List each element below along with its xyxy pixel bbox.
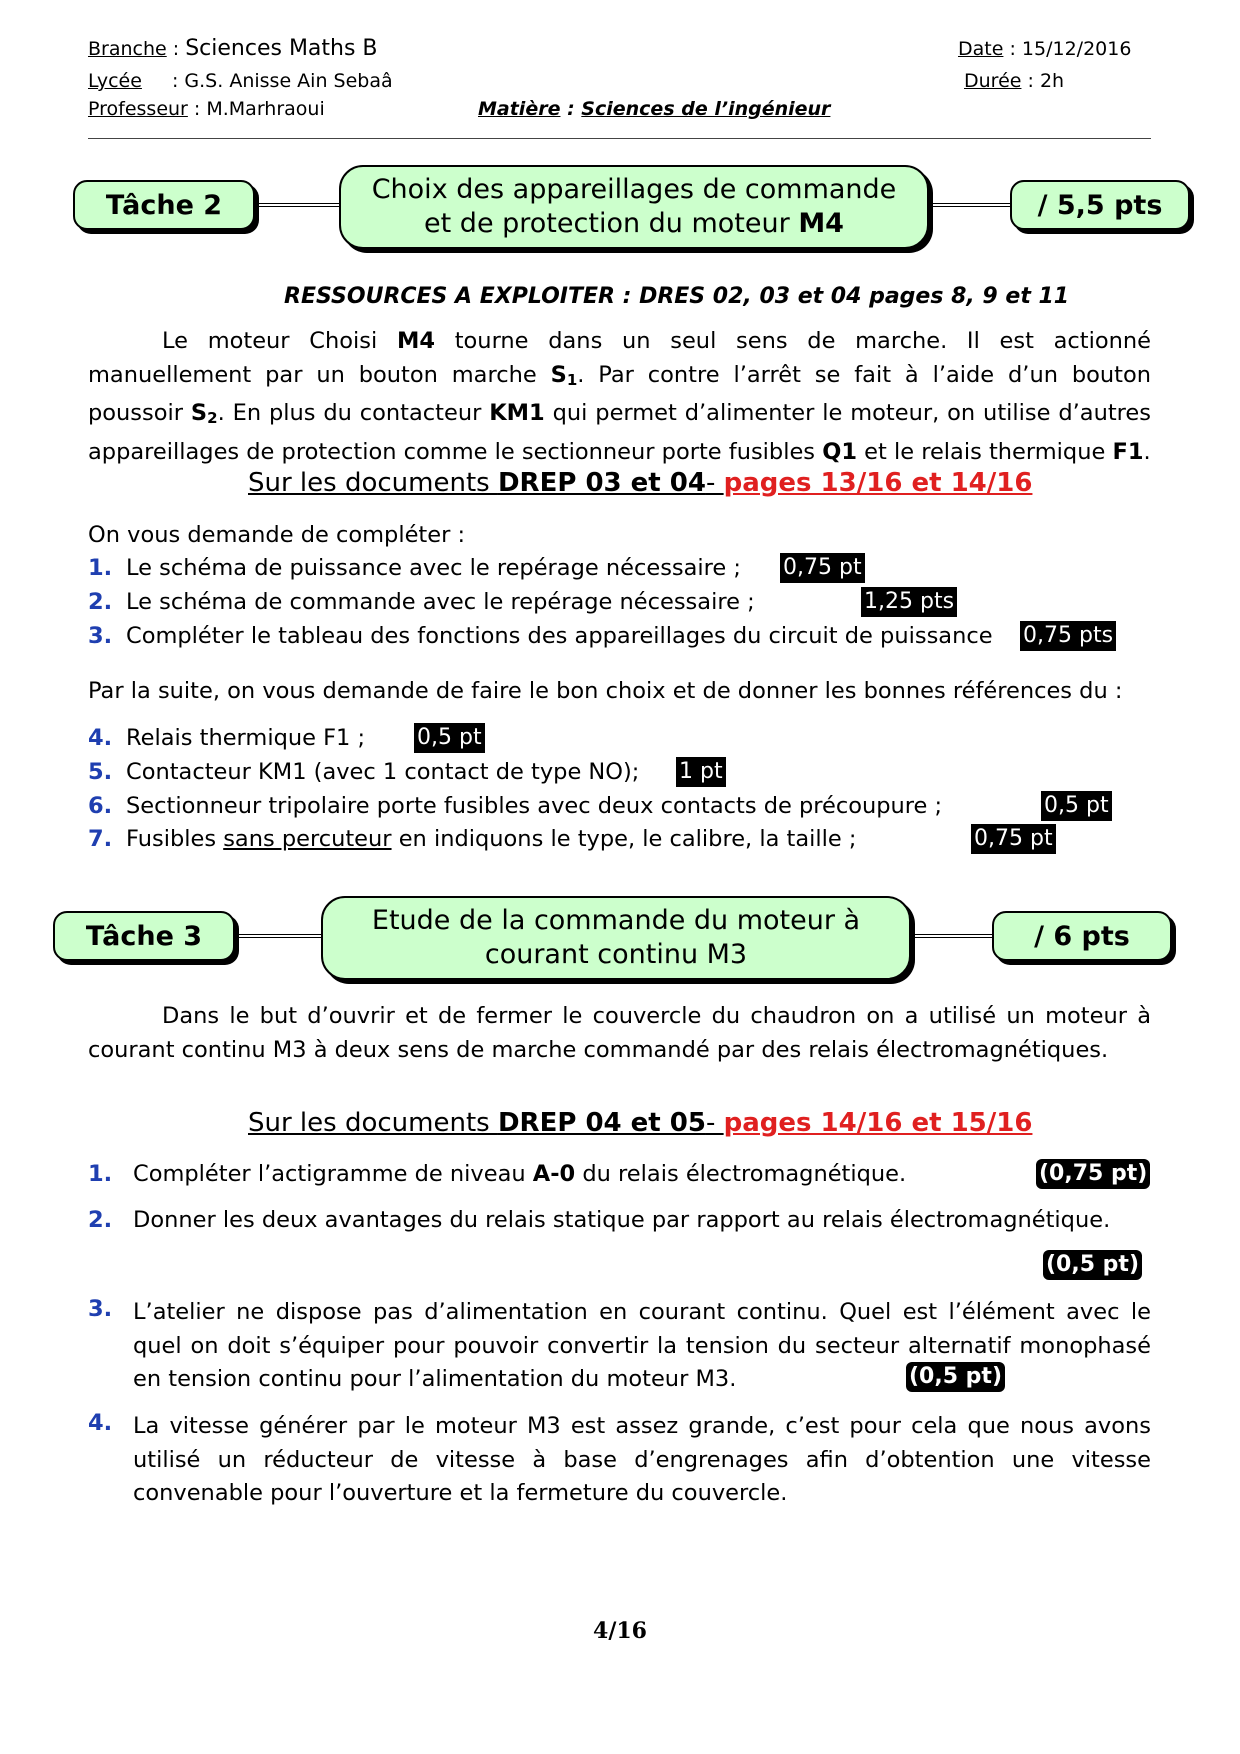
intro-f1: F1: [1112, 438, 1144, 465]
duree-row: Durée : 2h: [964, 70, 1065, 92]
intro-text: qui permet d’alimenter le moteur, on utilise d’autres appareillages de protection comme le sectionneur porte fusibles: [88, 400, 1151, 465]
list3-text-3-content: L’atelier ne dispose pas d’alimentation en courant continu. Quel est l’élément avec le quel on doit s’équiper pour pouvoir convertir la tension du secteur alternatif monophasé en tension continu pour l’alimentation du moteur M3.: [133, 1299, 1151, 1392]
list2-text-6: Sectionneur tripolaire porte fusibles avec deux contacts de précoupure ;: [126, 793, 943, 819]
task2-label: Tâche 2: [105, 189, 223, 221]
section2-heading: [248, 1108, 1032, 1138]
section2-prefix: Sur les documents: [248, 1108, 498, 1138]
intro-s1: S: [550, 361, 567, 388]
list1-text-3: Compléter le tableau des fonctions des appareillages du circuit de puissance: [126, 623, 993, 649]
task3-points-box: [992, 911, 1172, 961]
list3-text-1c: du relais électromagnétique.: [575, 1161, 907, 1187]
professeur-value: M.Marhraoui: [206, 98, 325, 120]
task3-intro-text: Dans le but d’ouvrir et de fermer le couvercle du chaudron on a utilisé un moteur à courant continu M3 à deux sens de marche commandé par des relais électromagnétiques.: [88, 1003, 1151, 1063]
task3-label: Tâche 3: [85, 920, 203, 952]
duree-label: Durée: [964, 70, 1022, 92]
section1-heading: [248, 468, 1032, 498]
intro-motor: M4: [396, 328, 435, 354]
task3-points: / 6 pts: [1034, 920, 1130, 952]
list2-text-5: Contacteur KM1 (avec 1 contact de type NO);: [126, 759, 640, 785]
list3-text-1b: A-0: [532, 1161, 576, 1187]
intro-text: tourne dans un seul sens de marche. Il est actionné manuellement par un bouton marche: [88, 328, 1151, 388]
intro-s2: S: [190, 400, 208, 426]
task2-points: / 5,5 pts: [1037, 189, 1163, 221]
duree-value: 2h: [1039, 70, 1065, 92]
section2-dash: -: [705, 1108, 724, 1138]
task3-title-box: [321, 896, 911, 980]
list2-text-7: [126, 826, 856, 852]
task2-connector-right: [932, 203, 1010, 207]
list3-num-2: 2.: [88, 1207, 113, 1233]
section2-docs: DREP 04 et 05: [497, 1108, 706, 1138]
task3-title-line1: Etude de la commande du moteur à: [371, 905, 861, 936]
section2-pages: pages 14/16 et 15/16: [723, 1108, 1033, 1138]
intro-text: et le relais thermique: [856, 438, 1113, 465]
date-row: Date : 15/12/2016: [958, 38, 1132, 60]
professeur-row: Professeur : M.Marhraoui: [88, 98, 325, 120]
list1-points-2: 1,25 pts: [861, 587, 957, 617]
list2-points-4: 0,5 pt: [414, 723, 485, 753]
task2-title-line2: et de protection du moteur: [424, 208, 799, 239]
list1-num-3: 3.: [88, 623, 113, 649]
lycee-label: Lycée: [88, 70, 142, 92]
list1-num-2: 2.: [88, 589, 113, 615]
list2-text-7b: en indiquons le type, le calibre, la taille ;: [391, 826, 857, 852]
date-label: Date: [958, 38, 1004, 60]
matiere-label: Matière: [478, 98, 561, 120]
list3-num-3: 3.: [88, 1296, 113, 1322]
task2-title-motor: M4: [798, 208, 844, 239]
list2-points-5: 1 pt: [676, 757, 726, 787]
resources-heading: RESSOURCES A EXPLOITER : DRES 02, 03 et 04 pages 8, 9 et 11: [284, 284, 1070, 309]
branche-row: Branche : Sciences Maths B: [88, 36, 378, 61]
list3-num-4: 4.: [88, 1410, 113, 1436]
list3-points-3: (0,5 pt): [906, 1362, 1005, 1392]
list3-text-4-content: La vitesse générer par le moteur M3 est assez grande, c’est pour cela que nous avons utilisé un réducteur de vitesse à base d’engrenages afin d’obtention une vitesse convenable pour l’ouverture et la fermeture du couvercle.: [133, 1413, 1151, 1506]
list3-text-4: [133, 1410, 1151, 1511]
matiere-row: Matière : Sciences de l’ingénieur: [478, 98, 831, 120]
task3-label-box: [53, 911, 235, 961]
list3-points-1: (0,75 pt): [1036, 1159, 1150, 1189]
intro-s1-sub: 1: [566, 370, 578, 389]
list1-points-1: 0,75 pt: [780, 553, 865, 583]
task2-title-box: [339, 165, 929, 249]
list2-num-5: 5.: [88, 759, 113, 785]
list2-points-7: 0,75 pt: [971, 824, 1056, 854]
intro-text: Le moteur Choisi: [162, 328, 397, 354]
list3-num-1: 1.: [88, 1161, 113, 1187]
list3-text-2: Donner les deux avantages du relais statique par rapport au relais électromagnétique.: [133, 1207, 1111, 1233]
task2-intro-paragraph: [88, 325, 1151, 469]
date-value: 15/12/2016: [1021, 38, 1132, 60]
list1-text-2: Le schéma de commande avec le repérage nécessaire ;: [126, 589, 755, 615]
list2-points-6: 0,5 pt: [1041, 791, 1112, 821]
header-divider: [88, 138, 1151, 139]
intro-s2-sub: 2: [207, 409, 218, 427]
intro-q1: Q1: [822, 438, 857, 465]
list1-text-1: Le schéma de puissance avec le repérage nécessaire ;: [126, 555, 742, 581]
list2-num-6: 6.: [88, 793, 113, 819]
task2-connector-left: [257, 203, 339, 207]
lycee-row: Lycée : G.S. Anisse Ain Sebaâ: [88, 70, 393, 92]
intro-text: .: [1143, 438, 1151, 465]
list2-text-7u: sans percuteur: [223, 826, 392, 852]
matiere-value: Sciences de l’ingénieur: [581, 98, 831, 120]
intro-text: . En plus du contacteur: [217, 400, 490, 426]
list3-text-1: [133, 1161, 906, 1187]
section1-pages: pages 13/16 et 14/16: [723, 468, 1033, 498]
list2-text-4: Relais thermique F1 ;: [126, 725, 366, 751]
task3-title-line2: courant continu M3: [484, 939, 748, 970]
ask2-text: Par la suite, on vous demande de faire le bon choix et de donner les bonnes références du :: [88, 678, 1123, 704]
list2-num-7: 7.: [88, 826, 113, 852]
branche-label: Branche: [88, 38, 167, 60]
lycee-value: G.S. Anisse Ain Sebaâ: [184, 70, 393, 92]
task3-connector-left: [237, 934, 321, 938]
list2-num-4: 4.: [88, 725, 113, 751]
section1-docs: DREP 03 et 04: [497, 468, 706, 498]
section1-dash: -: [705, 468, 724, 498]
list1-points-3: 0,75 pts: [1020, 621, 1116, 651]
list2-text-7a: Fusibles: [126, 826, 224, 852]
section1-prefix: Sur les documents: [248, 468, 498, 498]
task2-points-box: [1010, 180, 1190, 230]
task3-intro-paragraph: [88, 1000, 1151, 1067]
list3-points-2: (0,5 pt): [1043, 1250, 1142, 1280]
task2-title-line1: Choix des appareillages de commande: [371, 174, 897, 205]
task2-label-box: [73, 180, 255, 230]
ask1-text: On vous demande de compléter :: [88, 522, 466, 548]
page-number: 4/16: [593, 1618, 647, 1644]
list3-text-1a: Compléter l’actigramme de niveau: [133, 1161, 533, 1187]
intro-km1: KM1: [489, 400, 545, 426]
intro-text: . Par contre l’arrêt se fait à l’aide d’un bouton poussoir: [88, 361, 1152, 426]
list1-num-1: 1.: [88, 555, 113, 581]
task3-connector-right: [914, 934, 992, 938]
branche-value: Sciences Maths B: [185, 36, 378, 61]
professeur-label: Professeur: [88, 98, 188, 120]
